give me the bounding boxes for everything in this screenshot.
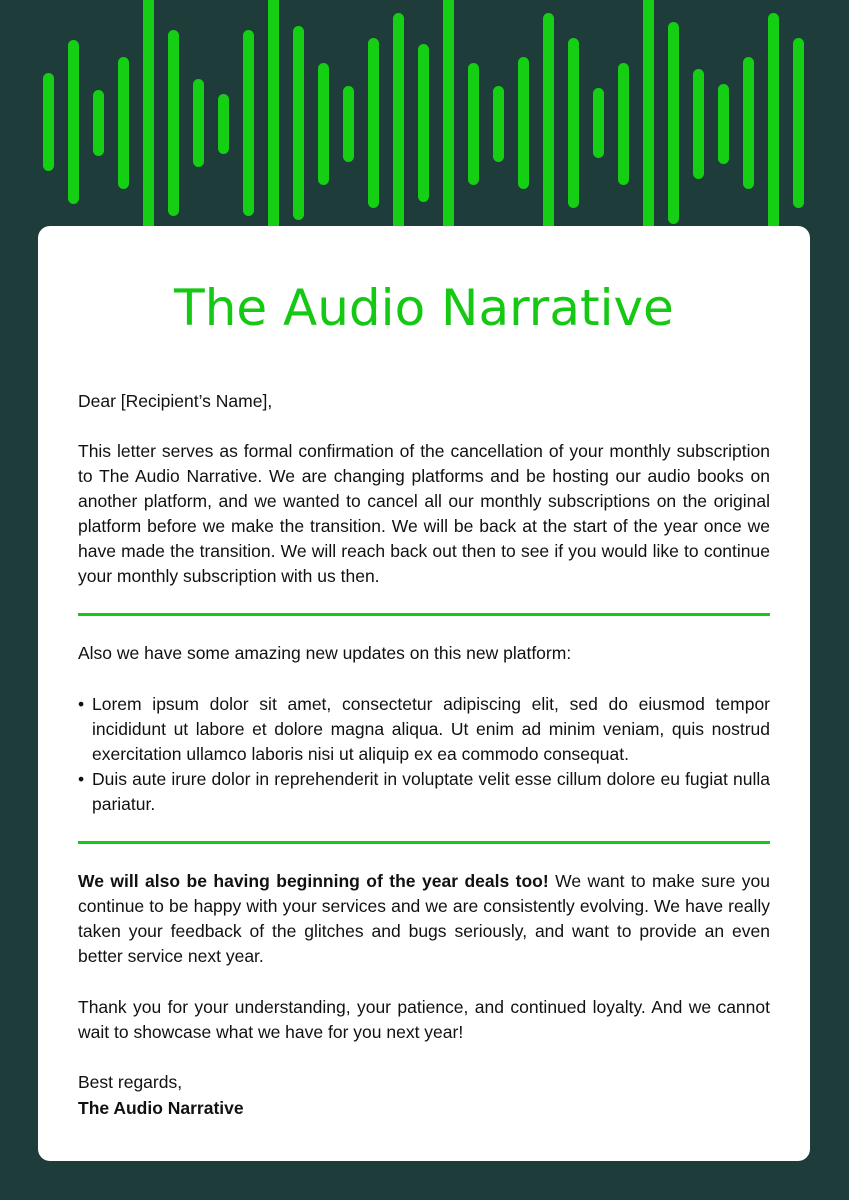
wave-bar bbox=[793, 38, 804, 208]
wave-bar bbox=[243, 30, 254, 216]
wave-bar bbox=[668, 22, 679, 224]
letter-card bbox=[38, 226, 810, 1161]
closing: Best regards, bbox=[78, 1072, 183, 1092]
wave-bar bbox=[118, 57, 129, 189]
updates-list bbox=[78, 692, 770, 817]
wave-bar bbox=[343, 86, 354, 162]
wave-bar bbox=[68, 40, 79, 204]
wave-bar bbox=[418, 44, 429, 202]
wave-bar bbox=[93, 90, 104, 156]
sound-wave-decoration bbox=[0, 0, 849, 240]
wave-bar bbox=[643, 0, 654, 240]
wave-bar bbox=[768, 13, 779, 233]
list-item bbox=[78, 692, 770, 767]
wave-bar bbox=[493, 86, 504, 162]
wave-bar bbox=[43, 73, 54, 171]
deals-paragraph bbox=[78, 869, 770, 969]
wave-bar bbox=[543, 13, 554, 233]
wave-bar bbox=[168, 30, 179, 216]
wave-bar bbox=[593, 88, 604, 158]
wave-bar bbox=[193, 79, 204, 167]
wave-bar bbox=[218, 94, 229, 154]
list-item-text: Lorem ipsum dolor sit amet, consectetur adipiscing elit, sed do eiusmod tempor incididunt ut labore et dolore magna aliqua. Ut enim ad minim veniam, quis nostrud exercitation ullamco laboris nisi ut aliquip ex ea commodo consequat. bbox=[92, 694, 770, 764]
wave-bar bbox=[318, 63, 329, 185]
wave-bar bbox=[368, 38, 379, 208]
bullet-marker: • bbox=[78, 694, 85, 714]
wave-bar bbox=[618, 63, 629, 185]
wave-bar bbox=[393, 13, 404, 233]
bullet-marker: • bbox=[78, 769, 85, 789]
section-divider bbox=[78, 841, 770, 844]
updates-intro: Also we have some amazing new updates on this new platform: bbox=[78, 643, 572, 663]
signature: The Audio Narrative bbox=[78, 1098, 244, 1118]
wave-bar bbox=[143, 0, 154, 240]
wave-bar bbox=[743, 57, 754, 189]
wave-bar bbox=[693, 69, 704, 179]
thank-you-paragraph: Thank you for your understanding, your patience, and continued loyalty. And we cannot wait to showcase what we have for you next year! bbox=[78, 997, 770, 1042]
cancellation-paragraph: This letter serves as formal confirmation of the cancellation of your monthly subscription to The Audio Narrative. We are changing platforms and be hosting our audio books on another platform, and we wanted to cancel all our monthly subscriptions on the original platform before we make the transition. We will be back at the start of the year once we have made the transition. We will reach back out then to see if you would like to continue your monthly subscription with us then. bbox=[78, 441, 770, 586]
list-item bbox=[78, 767, 770, 817]
salutation: Dear [Recipient’s Name], bbox=[78, 391, 273, 411]
wave-bar bbox=[293, 26, 304, 220]
wave-bar bbox=[268, 0, 279, 240]
wave-bar bbox=[718, 84, 729, 164]
wave-bar bbox=[568, 38, 579, 208]
wave-bar bbox=[518, 57, 529, 189]
deals-text: We want to make sure you continue to be happy with your services and we are consistently evolving. We have really taken your feedback of the glitches and bugs seriously, and want to provide an even better service next year. bbox=[78, 871, 770, 966]
deals-highlight: We will also be having beginning of the year deals too! bbox=[78, 871, 549, 891]
wave-bar bbox=[443, 0, 454, 240]
section-divider bbox=[78, 613, 770, 616]
letter-title: The Audio Narrative bbox=[174, 279, 674, 337]
wave-bar bbox=[468, 63, 479, 185]
list-item-text: Duis aute irure dolor in reprehenderit in voluptate velit esse cillum dolore eu fugiat nulla pariatur. bbox=[92, 769, 770, 814]
